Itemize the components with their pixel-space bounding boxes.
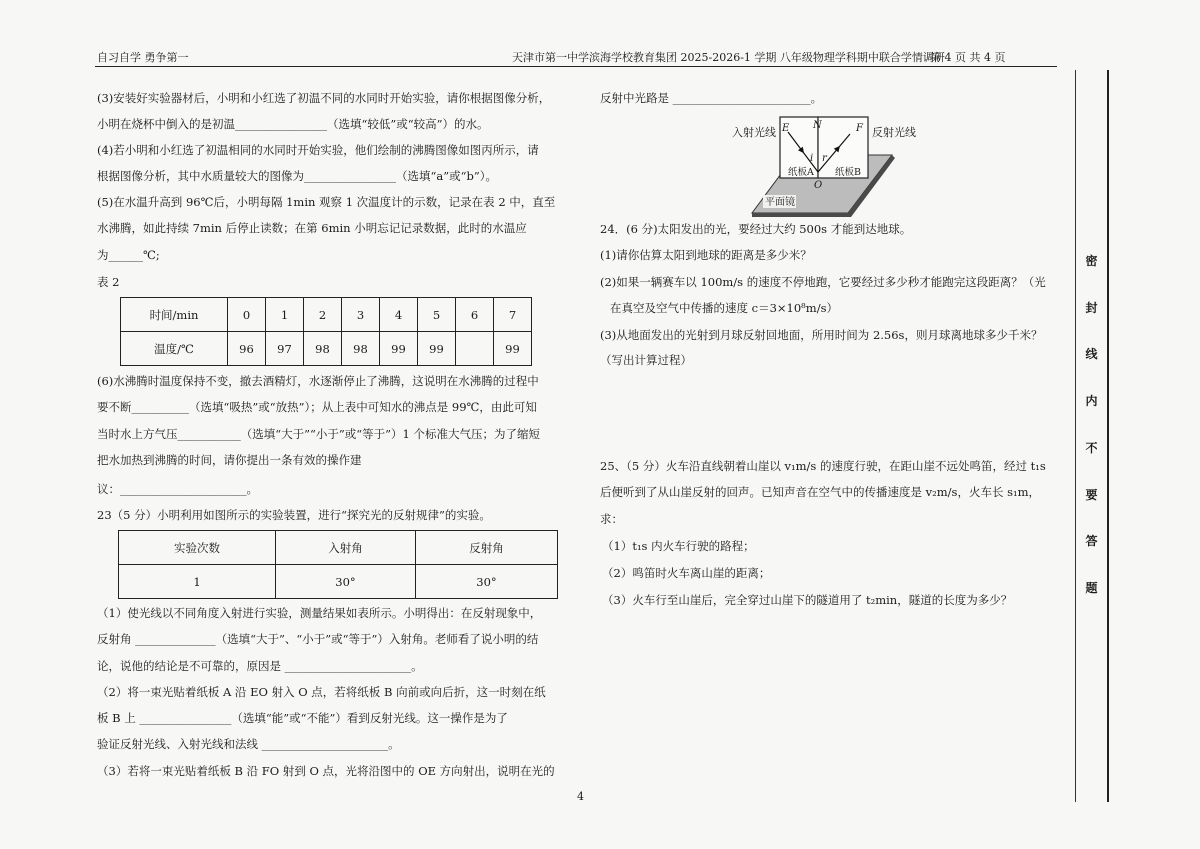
reflection-angle-label: r — [822, 153, 827, 164]
table-header-cell: 入射角 — [276, 531, 416, 565]
q23-intro: 23（5 分）小明利用如图所示的实验装置，进行“探究光的反射规律”的实验。 — [97, 508, 491, 522]
table-cell: 98 — [304, 332, 342, 366]
incident-ray-label: 入射光线 — [732, 126, 776, 139]
q24-line: (1)请你估算太阳到地球的距离是多少米？ — [600, 248, 812, 262]
table-cell: 5 — [418, 298, 456, 332]
table-cell: 7 — [494, 298, 532, 332]
reflection-angle-table — [118, 530, 558, 599]
seal-char: 答 — [1085, 534, 1098, 549]
q22-part3-line: 小明在烧杯中倒入的是初温________________（选填“较低”或“较高”）的水。 — [97, 117, 489, 131]
seal-line-notice — [1076, 252, 1107, 596]
table-row — [121, 332, 532, 366]
board-b-label: 纸板B — [835, 167, 861, 178]
q25-line: 求： — [600, 512, 623, 526]
table-row — [121, 298, 532, 332]
table-cell: 30° — [416, 565, 558, 599]
q24-line: 24．(6 分)太阳发出的光，要经过大约 500s 才能到达地球。 — [600, 222, 912, 236]
seal-char: 内 — [1085, 394, 1098, 409]
q25-line: 后便听到了从山崖反射的回声。已知声音在空气中的传播速度是 v₂m/s，火车长 s₁m， — [600, 485, 1041, 499]
q25-line: （3）火车行至山崖后，完全穿过山崖下的隧道用了 t₂min，隧道的长度为多少？ — [602, 593, 1013, 607]
table-cell: 96 — [228, 332, 266, 366]
q22-part6-line: 议：______________________。 — [97, 482, 258, 496]
board-a-label: 纸板A — [788, 167, 814, 178]
table-header-cell: 时间/min — [121, 298, 228, 332]
q22-part5-line: 为______℃; — [97, 248, 160, 262]
table-row — [119, 565, 558, 599]
table-cell: 1 — [119, 565, 276, 599]
q25-line: （1）t₁s 内火车行驶的路程； — [602, 539, 755, 553]
q23-part1-line: （1）使光线以不同角度入射进行实验，测量结果如表所示。小明得出：在反射现象中， — [97, 606, 542, 620]
point-n-label: N — [813, 120, 822, 131]
point-f-label: F — [856, 123, 863, 134]
light-reflection-diagram — [700, 106, 930, 218]
q23-part3-line: （3）若将一束光贴着纸板 B 沿 FO 射到 O 点，光将沿图中的 OE 方向射出，说明在光的 — [97, 764, 555, 778]
seal-char: 封 — [1085, 300, 1098, 315]
table-cell: 99 — [494, 332, 532, 366]
table-2-caption: 表 2 — [97, 275, 120, 289]
plane-mirror-label: 平面镜 — [765, 197, 795, 208]
q23-part2-line: 板 B 上 ________________（选填“能”或“不能”）看到反射光线。这一操作是为了 — [97, 711, 508, 725]
table-cell: 98 — [342, 332, 380, 366]
incidence-angle-label: i — [810, 153, 814, 164]
table-cell: 97 — [266, 332, 304, 366]
seal-line-border-right — [1107, 70, 1109, 802]
table-header-cell: 实验次数 — [119, 531, 276, 565]
header-page-info: 第 4 页 共 4 页 — [930, 51, 1006, 64]
q23-part1-line: 反射角 ______________（选填“大于”、“小于”或“等于”）入射角。老师看了说小明的结 — [97, 632, 539, 646]
q23-part1-line: 论，说他的结论是不可靠的，原因是 ______________________。 — [97, 659, 423, 673]
table-cell: 99 — [418, 332, 456, 366]
table-cell: 4 — [380, 298, 418, 332]
q22-part4-line: 根据图像分析，其中水质量较大的图像为________________（选填“a”或“b”）。 — [97, 169, 497, 183]
q23-part3-line: 反射中光路是 ________________________。 — [600, 91, 823, 105]
q24-line: (2)如果一辆赛车以 100m/s 的速度不停地跑，它要经过多少秒才能跑完这段距离？（光 — [600, 275, 1046, 289]
q22-part5-line: (5)在水温升高到 96℃后，小明每隔 1min 观察 1 次温度计的示数，记录在表 2 中，直至 — [97, 195, 556, 209]
point-e-label: E — [782, 123, 790, 134]
q22-part4-line: (4)若小明和小红选了初温相同的水同时开始实验，他们绘制的沸腾图像如图丙所示，请 — [97, 143, 539, 157]
temperature-time-table — [120, 297, 532, 366]
table-header-cell: 温度/℃ — [121, 332, 228, 366]
page-number: 4 — [577, 790, 584, 803]
table-cell: 3 — [342, 298, 380, 332]
table-cell: 2 — [304, 298, 342, 332]
reflected-ray-label: 反射光线 — [872, 126, 916, 139]
seal-char: 题 — [1085, 580, 1098, 595]
seal-char: 不 — [1085, 440, 1098, 455]
table-cell: 30° — [276, 565, 416, 599]
q24-line: 在真空及空气中传播的速度 c＝3×10⁸m/s） — [610, 301, 838, 315]
q24-line: (3)从地面发出的光射到月球反射回地面，所用时间为 2.56s，则月球离地球多少千米？ — [600, 328, 1043, 342]
header-motto: 自习自学 勇争第一 — [97, 51, 189, 64]
table-cell: 99 — [380, 332, 418, 366]
q25-line: 25、（5 分）火车沿直线朝着山崖以 v₁m/s 的速度行驶，在距山崖不远处鸣笛，经过 t₁s — [600, 459, 1046, 473]
table-cell: 6 — [456, 298, 494, 332]
q23-part2-line: （2）将一束光贴着纸板 A 沿 EO 射入 O 点，若将纸板 B 向前或向后折，这一时刻在纸 — [97, 685, 546, 699]
table-header-cell: 反射角 — [416, 531, 558, 565]
point-o-label: O — [814, 180, 823, 191]
q22-part6-line: (6)水沸腾时温度保持不变，撤去酒精灯，水逐渐停止了沸腾，这说明在水沸腾的过程中 — [97, 374, 539, 388]
q25-line: （2）鸣笛时火车离山崖的距离； — [602, 566, 771, 580]
seal-char: 要 — [1085, 487, 1098, 502]
table-cell-blank — [456, 332, 494, 366]
table-row — [119, 531, 558, 565]
q23-part2-line: 验证反射光线、入射光线和法线 ______________________。 — [97, 737, 400, 751]
q22-part6-line: 当时水上方气压___________（选填“大于”“小于”或“等于”）1 个标准大气压；为了缩短 — [97, 427, 540, 441]
q22-part3-line: (3)安装好实验器材后，小明和小红选了初温不同的水同时开始实验，请你根据图像分析， — [97, 91, 551, 105]
header-title: 天津市第一中学滨海学校教育集团 2025-2026-1 学期 八年级物理学科期中联合学情调研 — [512, 51, 945, 64]
q24-line: （写出计算过程） — [600, 353, 692, 367]
q22-part6-line: 把水加热到沸腾的时间，请你提出一条有效的操作建 — [97, 453, 362, 467]
q22-part5-line: 水沸腾，如此持续 7min 后停止读数；在第 6min 小明忘记记录数据，此时的水温应 — [97, 221, 527, 235]
table-cell: 0 — [228, 298, 266, 332]
q22-part6-line: 要不断__________（选填“吸热”或“放热”）；从上表中可知水的沸点是 99℃，由此可知 — [97, 400, 537, 414]
header-divider — [95, 66, 1057, 67]
seal-char: 线 — [1085, 347, 1098, 362]
table-cell: 1 — [266, 298, 304, 332]
seal-char: 密 — [1085, 254, 1098, 268]
